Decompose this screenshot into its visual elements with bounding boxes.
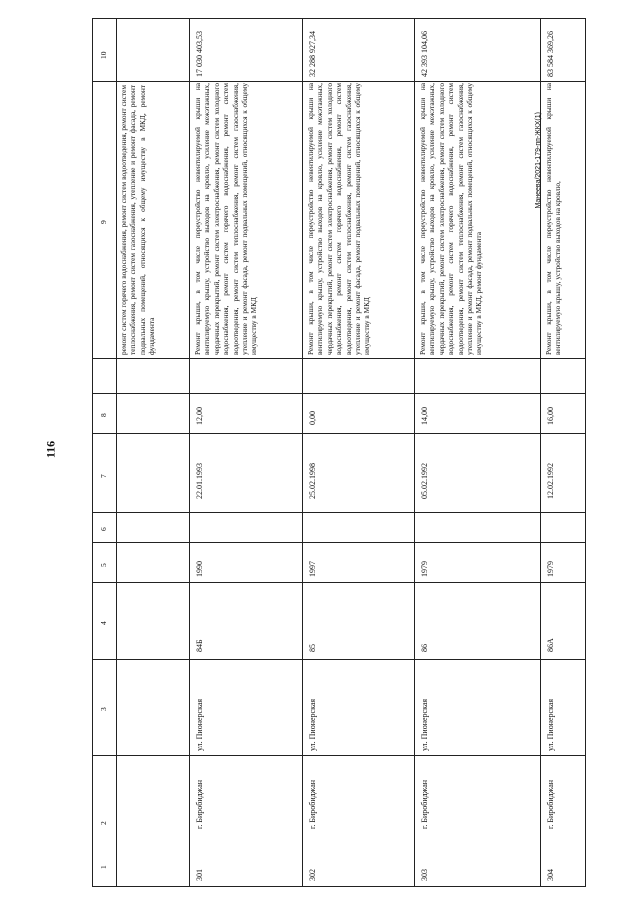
house-number: 84Б bbox=[195, 639, 204, 652]
continuation-description: ремонт систем горячего водоснабжения, ремонт систем водоотведения, ремонт систем теплоснабжения, ремонт систем газоснабжения, утепление и ремонт фасада, ремонт подвальных помещений, относящихся к общему имуществу в МКД, ремонт фундамента bbox=[119, 85, 157, 355]
amount: 32 288 927,34 bbox=[308, 31, 317, 77]
col8-value: 14,00 bbox=[420, 407, 429, 425]
city: г. Биробиджан bbox=[308, 779, 317, 829]
col-header-8: 8 bbox=[99, 413, 108, 417]
amount: 42 393 104,06 bbox=[420, 31, 429, 77]
street: ул. Пионерская bbox=[195, 698, 204, 751]
page-number: 116 bbox=[43, 440, 58, 459]
date: 12.02.1992 bbox=[546, 463, 555, 499]
house-number: 86 bbox=[420, 644, 429, 652]
document-reference: Манеева/2021-179-пп-ЖКХ(1) bbox=[535, 112, 542, 209]
year-built: 1997 bbox=[308, 561, 317, 577]
col-header-6: 6 bbox=[99, 527, 108, 531]
works-table bbox=[92, 18, 586, 887]
col8-value: 12,00 bbox=[195, 407, 204, 425]
col-header-7: 7 bbox=[99, 474, 108, 478]
date: 22.01.1993 bbox=[195, 463, 204, 499]
row-number: 304 bbox=[546, 869, 555, 881]
works-description: Ремонт крыши, в том числе переустройство невентилируемой крыши на вентилируемую крышу, устройство выходов на кровлю, усиление межэтажных, чердачных перекрытий, ремонт систем электроснабжения, ремонт систем холодного водоснабжения, ремонт систем горячего водоснабжения, ремонт систем водоотведения, ремонт систем теплоснабжения, ремонт систем газоснабжения, утепление и ремонт фасада, ремонт подвальных помещений, относящихся к общему имуществу в МКД bbox=[193, 83, 259, 355]
street: ул. Пионерская bbox=[420, 698, 429, 751]
col-header-1: 1 bbox=[99, 865, 108, 869]
col-header-2: 2 bbox=[99, 821, 108, 825]
date: 05.02.1992 bbox=[420, 463, 429, 499]
date: 25.02.1998 bbox=[308, 463, 317, 499]
city: г. Биробиджан bbox=[546, 779, 555, 829]
year-built: 1979 bbox=[546, 561, 555, 577]
col8-value: 16,00 bbox=[546, 407, 555, 425]
col-header-10: 10 bbox=[99, 51, 108, 59]
col-header-9: 9 bbox=[99, 220, 108, 224]
house-number: 85 bbox=[308, 644, 317, 652]
year-built: 1990 bbox=[195, 561, 204, 577]
col8-value: 0,00 bbox=[308, 411, 317, 425]
col-header-3: 3 bbox=[99, 707, 108, 711]
col-header-4: 4 bbox=[99, 621, 108, 625]
row-number: 301 bbox=[195, 869, 204, 881]
works-description: Ремонт крыши, в том числе переустройство невентилируемой крыши на вентилируемую крышу, устройство выходов на кровлю, bbox=[544, 83, 563, 355]
city: г. Биробиджан bbox=[195, 779, 204, 829]
row-number: 303 bbox=[420, 869, 429, 881]
row-number: 302 bbox=[308, 869, 317, 881]
year-built: 1979 bbox=[420, 561, 429, 577]
col-header-5: 5 bbox=[99, 563, 108, 567]
street: ул. Пионерская bbox=[308, 698, 317, 751]
works-description: Ремонт крыши, в том числе переустройство невентилируемой крыши на вентилируемую крышу, устройство выходов на кровлю, усиление межэтажных, чердачных перекрытий, ремонт систем электроснабжения, ремонт систем холодного водоснабжения, ремонт систем горячего водоснабжения, ремонт систем водоотведения, ремонт систем теплоснабжения, ремонт систем газоснабжения, утепление и ремонт фасада, ремонт подвальных помещений, относящихся к общему имуществу в МКД bbox=[306, 83, 372, 355]
street: ул. Пионерская bbox=[546, 698, 555, 751]
works-description: Ремонт крыши, в том числе переустройство невентилируемой крыши на вентилируемую крышу, устройство выходов на кровлю, усиление межэтажных, чердачных перекрытий, ремонт систем электроснабжения, ремонт систем холодного водоснабжения, ремонт систем горячего водоснабжения, ремонт систем водоотведения, ремонт систем теплоснабжения, ремонт систем газоснабжения, утепление и ремонт фасада, ремонт подвальных помещений, относящихся к общему имуществу в МКД, ремонт фундамента bbox=[418, 83, 484, 355]
city: г. Биробиджан bbox=[420, 779, 429, 829]
amount: 17 030 403,53 bbox=[195, 31, 204, 77]
house-number: 86А bbox=[546, 638, 555, 652]
amount: 83 584 369,26 bbox=[546, 31, 555, 77]
